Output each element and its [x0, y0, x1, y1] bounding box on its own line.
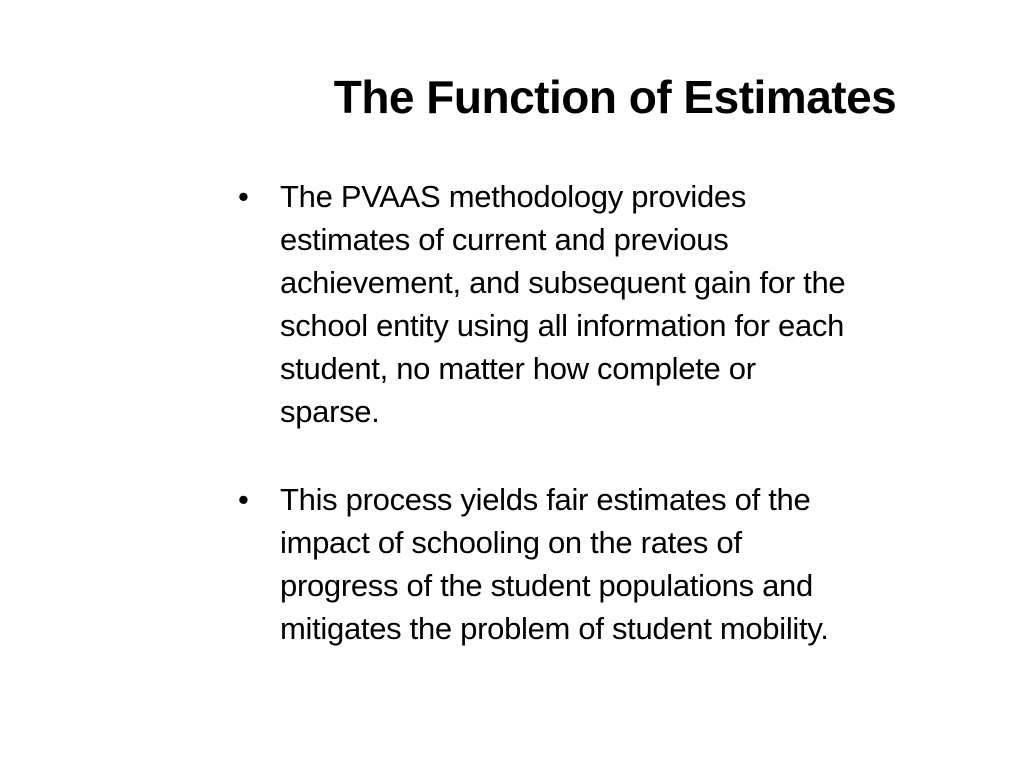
bullet-line: school entity using all information for each: [280, 308, 845, 343]
bullet-list: [236, 175, 976, 695]
slide-title: The Function of Estimates: [333, 71, 897, 123]
bullet-line: estimates of current and previous: [280, 222, 729, 257]
bullet-line: progress of the student populations and: [280, 568, 813, 603]
bullet-text: [280, 175, 976, 433]
bullet-line: achievement, and subsequent gain for the: [280, 265, 846, 300]
bullet-item-process: [236, 478, 976, 650]
bullet-text: [280, 478, 976, 650]
bullet-line: impact of schooling on the rates of: [280, 525, 742, 560]
bullet-dot-icon: •: [238, 482, 249, 517]
bullet-line: sparse.: [280, 394, 380, 429]
bullet-line: mitigates the problem of student mobility.: [280, 611, 829, 646]
bullet-line: The PVAAS methodology provides: [280, 179, 747, 214]
bullet-dot-icon: •: [238, 179, 249, 214]
bullet-line: student, no matter how complete or: [280, 351, 756, 386]
bullet-item-methodology: [236, 175, 976, 433]
bullet-line: This process yields fair estimates of the: [280, 482, 811, 517]
